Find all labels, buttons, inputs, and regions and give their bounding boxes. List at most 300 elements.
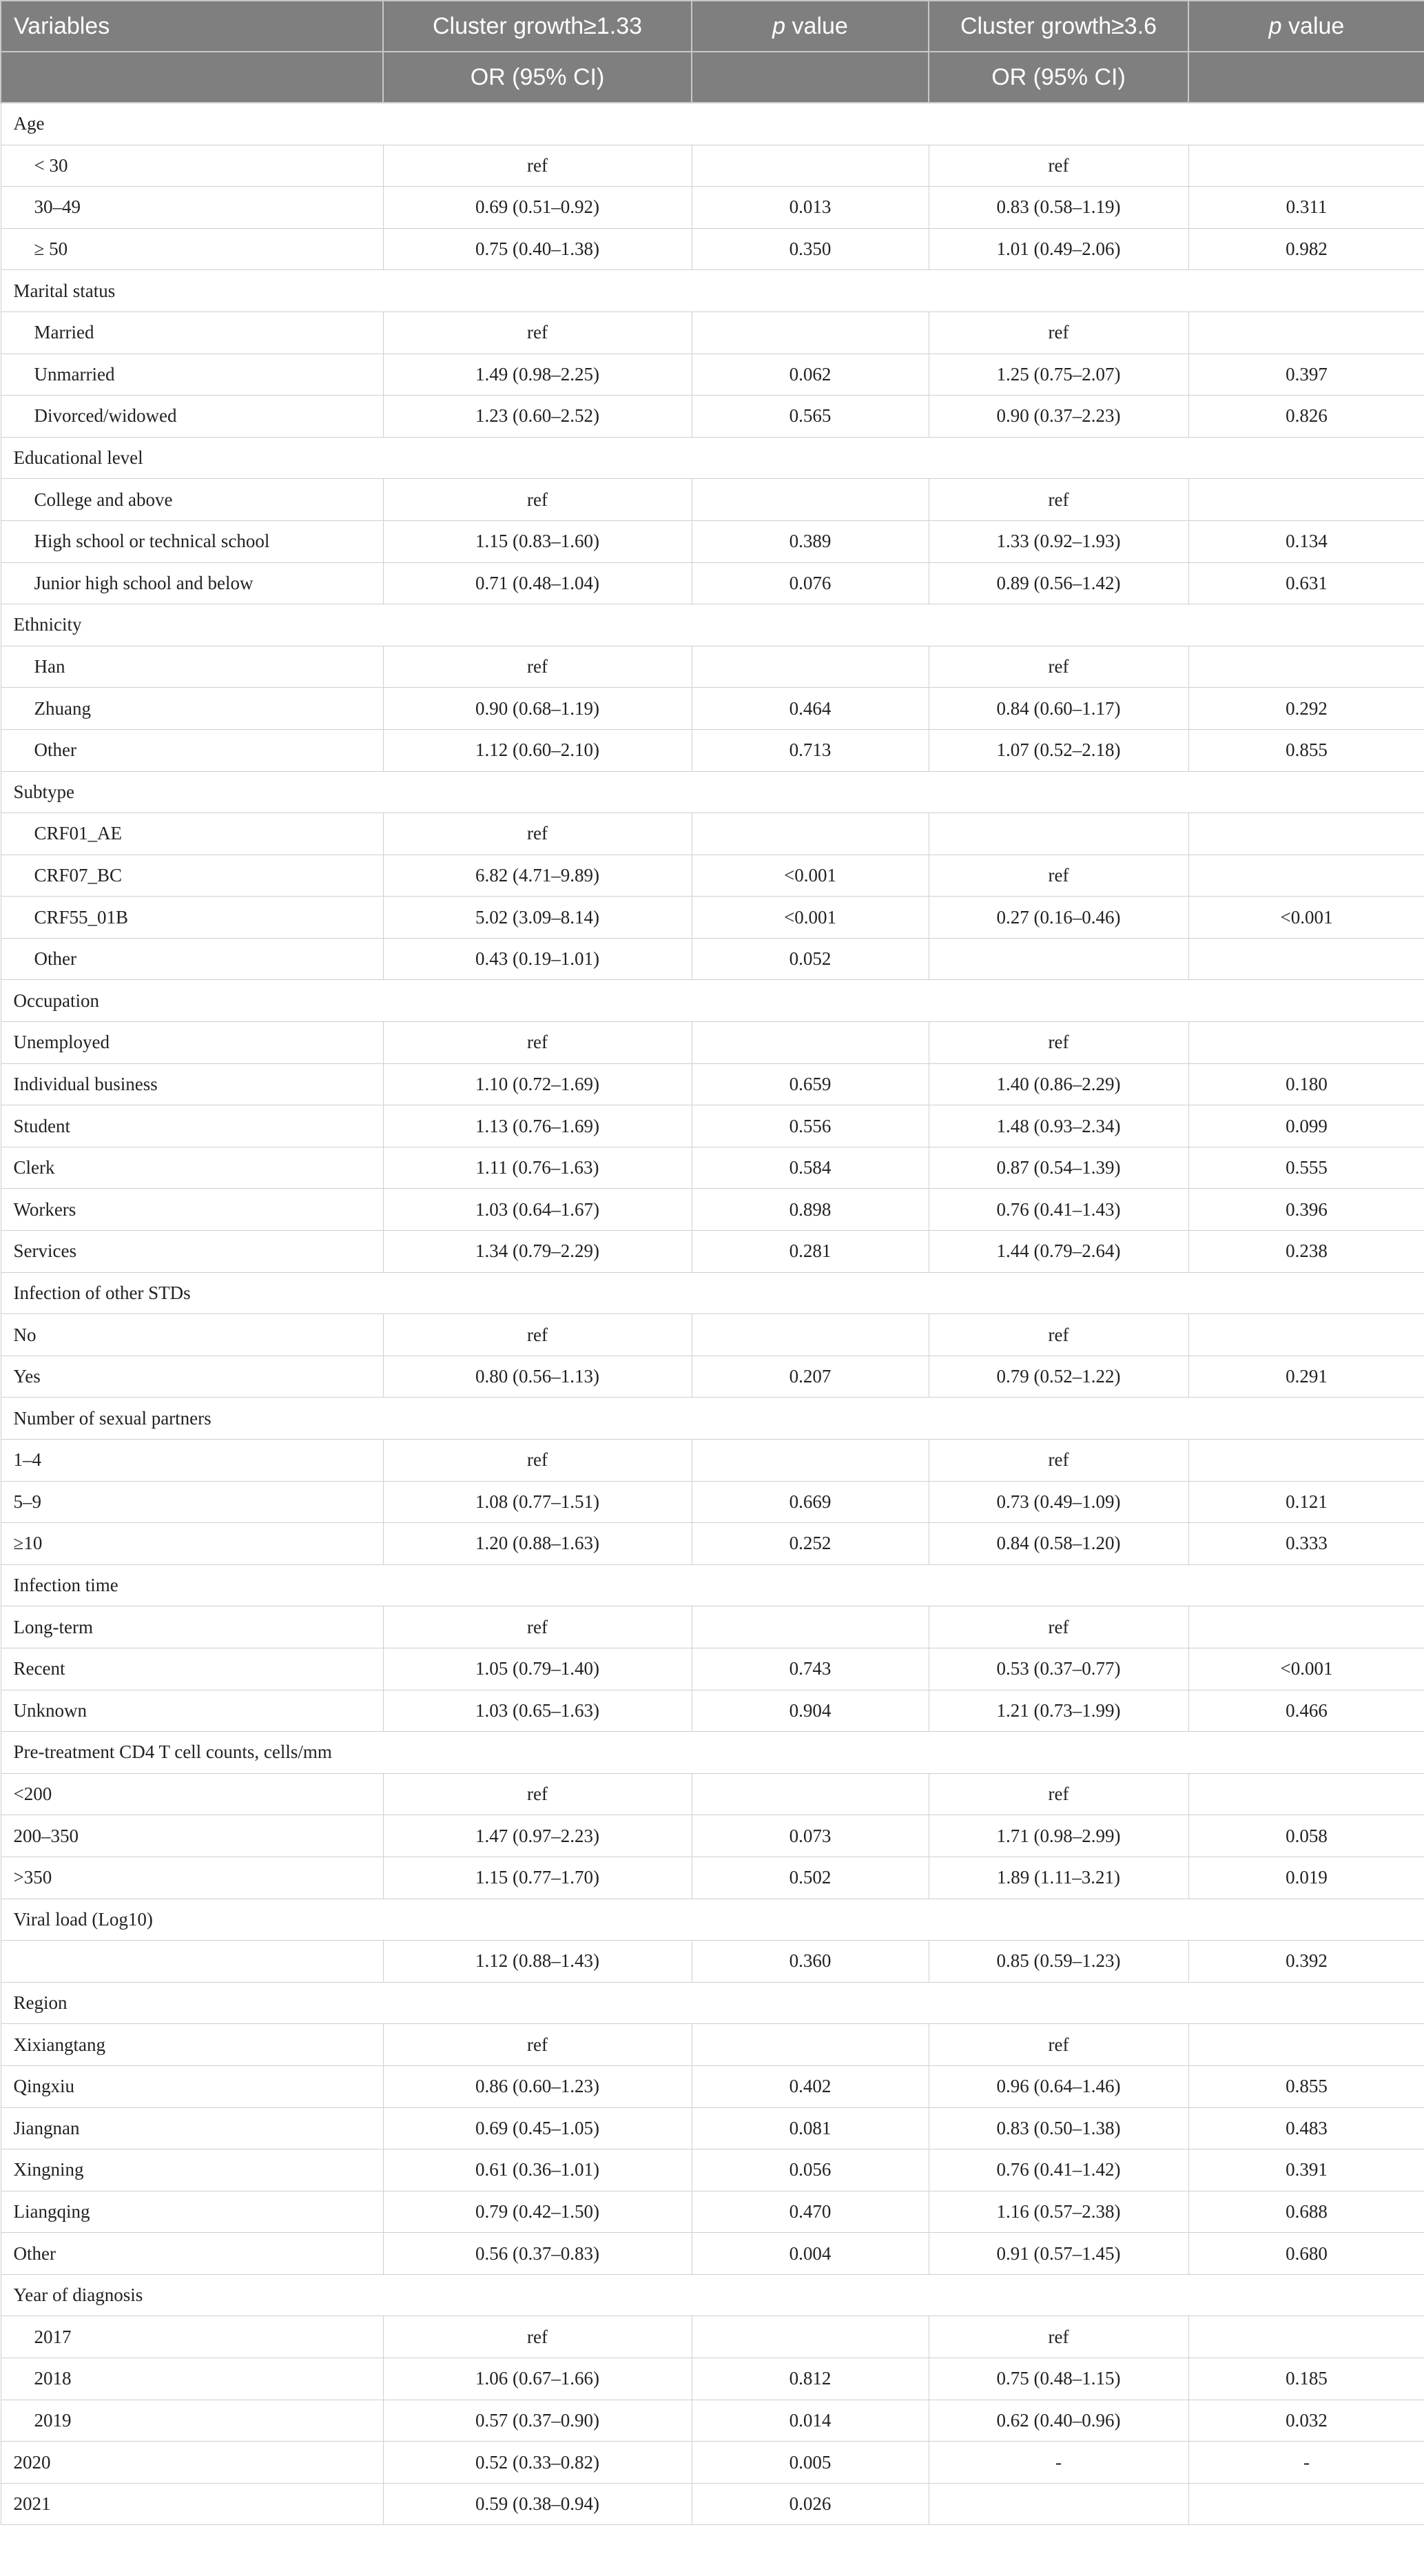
- or-ci-cell-1: 1.47 (0.97–2.23): [383, 1815, 692, 1857]
- or-ci-cell-2: 0.53 (0.37–0.77): [929, 1648, 1188, 1690]
- or-ci-cell-2: [929, 938, 1188, 980]
- or-ci-cell-1: 0.52 (0.33–0.82): [383, 2442, 692, 2484]
- variable-cell: High school or technical school: [1, 520, 383, 562]
- table-row: [1, 1314, 1424, 1356]
- variable-cell: Junior high school and below: [1, 562, 383, 604]
- table-row: [1, 938, 1424, 980]
- p-value-cell-1: 0.004: [692, 2233, 929, 2275]
- or-ci-cell-2: 0.84 (0.58–1.20): [929, 1523, 1188, 1565]
- variable-cell: ≥ 50: [1, 228, 383, 270]
- p-value-cell-2: 0.396: [1188, 1189, 1424, 1231]
- p-value-cell-2: [1188, 1022, 1424, 1064]
- table-row: [1, 1105, 1424, 1147]
- table-body: [1, 103, 1424, 2525]
- table-row: [1, 1815, 1424, 1857]
- variable-cell: Other: [1, 729, 383, 771]
- or-ci-cell-1: 1.13 (0.76–1.69): [383, 1105, 692, 1147]
- or-ci-cell-1: 1.23 (0.60–2.52): [383, 396, 692, 438]
- table-row: [1, 2065, 1424, 2107]
- or-ci-cell-1: 0.43 (0.19–1.01): [383, 938, 692, 980]
- p-value-cell-1: 0.081: [692, 2107, 929, 2149]
- p-value-cell-2: 0.311: [1188, 187, 1424, 229]
- p-value-cell-1: [692, 813, 929, 855]
- table-row: [1, 520, 1424, 562]
- or-ci-cell-2: ref: [929, 1314, 1188, 1356]
- or-ci-cell-2: ref: [929, 2316, 1188, 2358]
- or-ci-cell-1: ref: [383, 813, 692, 855]
- variable-cell: Other: [1, 938, 383, 980]
- table-row: [1, 1022, 1424, 1064]
- p-value-cell-2: 0.826: [1188, 396, 1424, 438]
- or-ci-cell-2: ref: [929, 1440, 1188, 1482]
- section-row: [1, 1732, 1424, 1774]
- or-ci-cell-2: 0.83 (0.50–1.38): [929, 2107, 1188, 2149]
- variable-cell: Han: [1, 646, 383, 688]
- p-value-cell-2: 0.032: [1188, 2400, 1424, 2442]
- p-value-cell-1: 0.669: [692, 1481, 929, 1523]
- section-row: [1, 1982, 1424, 2024]
- or-ci-cell-1: 1.20 (0.88–1.63): [383, 1523, 692, 1565]
- or-ci-cell-2: ref: [929, 855, 1188, 897]
- table-row: [1, 1523, 1424, 1565]
- or-ci-cell-2: -: [929, 2442, 1188, 2484]
- p-value-cell-1: [692, 145, 929, 187]
- table-row: [1, 562, 1424, 604]
- variable-cell: Other: [1, 2233, 383, 2275]
- p-value-cell-2: <0.001: [1188, 897, 1424, 939]
- variable-cell: Xingning: [1, 2149, 383, 2191]
- or-ci-cell-2: 1.48 (0.93–2.34): [929, 1105, 1188, 1147]
- or-ci-cell-1: 1.08 (0.77–1.51): [383, 1481, 692, 1523]
- section-row: [1, 604, 1424, 646]
- variable-cell: Student: [1, 1105, 383, 1147]
- variable-cell: Services: [1, 1231, 383, 1273]
- section-label: Region: [1, 1982, 1424, 2024]
- p-value-cell-2: 0.292: [1188, 688, 1424, 730]
- or-ci-cell-2: 1.21 (0.73–1.99): [929, 1690, 1188, 1732]
- p-value-cell-1: 0.360: [692, 1941, 929, 1983]
- table-row: [1, 1231, 1424, 1273]
- section-label: Educational level: [1, 437, 1424, 479]
- or-ci-cell-1: 0.59 (0.38–0.94): [383, 2483, 692, 2525]
- section-row: [1, 270, 1424, 312]
- section-label: Viral load (Log10): [1, 1899, 1424, 1941]
- or-ci-cell-1: 0.69 (0.51–0.92): [383, 187, 692, 229]
- table-row: [1, 729, 1424, 771]
- or-ci-cell-1: 0.56 (0.37–0.83): [383, 2233, 692, 2275]
- or-ci-cell-2: ref: [929, 1606, 1188, 1648]
- variable-cell: 2017: [1, 2316, 383, 2358]
- p-value-cell-1: 0.014: [692, 2400, 929, 2442]
- p-value-cell-1: 0.464: [692, 688, 929, 730]
- p-value-cell-2: -: [1188, 2442, 1424, 2484]
- p-value-cell-2: 0.180: [1188, 1063, 1424, 1105]
- section-row: [1, 1899, 1424, 1941]
- table-row: [1, 2233, 1424, 2275]
- or-ci-cell-2: [929, 813, 1188, 855]
- or-ci-cell-1: 0.57 (0.37–0.90): [383, 2400, 692, 2442]
- p-value-cell-1: 0.076: [692, 562, 929, 604]
- section-label: Age: [1, 103, 1424, 145]
- p-value-cell-2: [1188, 145, 1424, 187]
- p-value-cell-1: 0.389: [692, 520, 929, 562]
- p-value-cell-2: [1188, 1314, 1424, 1356]
- or-ci-cell-2: 0.76 (0.41–1.42): [929, 2149, 1188, 2191]
- or-ci-cell-1: 0.69 (0.45–1.05): [383, 2107, 692, 2149]
- table-row: [1, 2024, 1424, 2066]
- variable-cell: CRF55_01B: [1, 897, 383, 939]
- table-row: [1, 688, 1424, 730]
- p-value-cell-2: [1188, 646, 1424, 688]
- table-row: [1, 1690, 1424, 1732]
- variable-cell: Individual business: [1, 1063, 383, 1105]
- p-value-cell-1: <0.001: [692, 855, 929, 897]
- or-ci-cell-1: 1.12 (0.88–1.43): [383, 1941, 692, 1983]
- p-value-cell-2: 0.391: [1188, 2149, 1424, 2191]
- header-sub-empty: [1188, 52, 1424, 103]
- or-ci-cell-1: 1.49 (0.98–2.25): [383, 354, 692, 396]
- section-row: [1, 2274, 1424, 2316]
- header-p-value-2: p value: [1188, 1, 1424, 52]
- or-ci-cell-2: 1.40 (0.86–2.29): [929, 1063, 1188, 1105]
- p-value-cell-2: 0.680: [1188, 2233, 1424, 2275]
- or-ci-cell-2: 1.44 (0.79–2.64): [929, 1231, 1188, 1273]
- table-row: [1, 354, 1424, 396]
- or-ci-cell-1: 1.05 (0.79–1.40): [383, 1648, 692, 1690]
- or-ci-cell-2: 0.85 (0.59–1.23): [929, 1941, 1188, 1983]
- p-value-cell-2: 0.238: [1188, 1231, 1424, 1273]
- p-value-cell-2: 0.466: [1188, 1690, 1424, 1732]
- table-row: [1, 2442, 1424, 2484]
- or-ci-cell-1: 0.61 (0.36–1.01): [383, 2149, 692, 2191]
- or-ci-cell-2: 1.71 (0.98–2.99): [929, 1815, 1188, 1857]
- or-ci-cell-1: 1.03 (0.65–1.63): [383, 1690, 692, 1732]
- p-value-cell-1: 0.743: [692, 1648, 929, 1690]
- p-value-cell-2: [1188, 1440, 1424, 1482]
- p-value-cell-1: [692, 1440, 929, 1482]
- section-label: Infection of other STDs: [1, 1272, 1424, 1314]
- or-ci-cell-2: 0.87 (0.54–1.39): [929, 1147, 1188, 1189]
- variable-cell: Unmarried: [1, 354, 383, 396]
- variable-cell: College and above: [1, 479, 383, 521]
- variable-cell: <200: [1, 1773, 383, 1815]
- or-ci-cell-1: ref: [383, 1022, 692, 1064]
- variable-cell: 2019: [1, 2400, 383, 2442]
- or-ci-cell-2: ref: [929, 311, 1188, 354]
- variable-cell: Recent: [1, 1648, 383, 1690]
- p-value-cell-1: 0.565: [692, 396, 929, 438]
- p-value-cell-1: 0.252: [692, 1523, 929, 1565]
- p-value-cell-2: [1188, 1773, 1424, 1815]
- table-row: [1, 1773, 1424, 1815]
- p-value-cell-1: 0.584: [692, 1147, 929, 1189]
- or-ci-cell-2: ref: [929, 646, 1188, 688]
- p-value-cell-1: [692, 1773, 929, 1815]
- p-value-cell-2: 0.099: [1188, 1105, 1424, 1147]
- table-row: [1, 1356, 1424, 1398]
- or-ci-cell-1: 0.75 (0.40–1.38): [383, 228, 692, 270]
- or-ci-cell-2: ref: [929, 2024, 1188, 2066]
- p-value-cell-1: [692, 1606, 929, 1648]
- or-ci-cell-2: ref: [929, 479, 1188, 521]
- section-label: Year of diagnosis: [1, 2274, 1424, 2316]
- p-value-cell-1: 0.013: [692, 187, 929, 229]
- or-ci-cell-1: 1.06 (0.67–1.66): [383, 2358, 692, 2400]
- or-ci-cell-1: ref: [383, 311, 692, 354]
- or-ci-cell-1: 0.71 (0.48–1.04): [383, 562, 692, 604]
- p-value-cell-1: [692, 1022, 929, 1064]
- or-ci-cell-2: 0.96 (0.64–1.46): [929, 2065, 1188, 2107]
- or-ci-cell-1: 0.80 (0.56–1.13): [383, 1356, 692, 1398]
- table-header: [1, 1, 1424, 103]
- or-ci-cell-2: 0.62 (0.40–0.96): [929, 2400, 1188, 2442]
- p-value-cell-2: [1188, 311, 1424, 354]
- table-row: [1, 897, 1424, 939]
- or-ci-cell-2: 0.84 (0.60–1.17): [929, 688, 1188, 730]
- table-row: [1, 2107, 1424, 2149]
- p-value-cell-2: 0.392: [1188, 1941, 1424, 1983]
- or-ci-cell-1: ref: [383, 479, 692, 521]
- table-row: [1, 1189, 1424, 1231]
- or-ci-cell-2: 0.90 (0.37–2.23): [929, 396, 1188, 438]
- p-value-cell-1: [692, 1314, 929, 1356]
- variable-cell: Married: [1, 311, 383, 354]
- or-ci-cell-1: 1.11 (0.76–1.63): [383, 1147, 692, 1189]
- variable-cell: Unknown: [1, 1690, 383, 1732]
- variable-cell: Long-term: [1, 1606, 383, 1648]
- or-ci-cell-2: 0.89 (0.56–1.42): [929, 562, 1188, 604]
- p-value-cell-2: [1188, 479, 1424, 521]
- table-row: [1, 187, 1424, 229]
- section-label: Marital status: [1, 270, 1424, 312]
- p-value-cell-1: [692, 646, 929, 688]
- p-value-cell-2: [1188, 2483, 1424, 2525]
- or-ci-cell-2: 0.27 (0.16–0.46): [929, 897, 1188, 939]
- or-ci-cell-1: 1.15 (0.83–1.60): [383, 520, 692, 562]
- or-ci-cell-2: 1.33 (0.92–1.93): [929, 520, 1188, 562]
- table-row: [1, 396, 1424, 438]
- or-ci-cell-2: 0.83 (0.58–1.19): [929, 187, 1188, 229]
- or-ci-cell-2: 0.75 (0.48–1.15): [929, 2358, 1188, 2400]
- variable-cell: Clerk: [1, 1147, 383, 1189]
- table-row: [1, 2316, 1424, 2358]
- p-value-cell-1: 0.056: [692, 2149, 929, 2191]
- section-row: [1, 1564, 1424, 1606]
- p-value-cell-2: <0.001: [1188, 1648, 1424, 1690]
- p-value-cell-1: 0.350: [692, 228, 929, 270]
- section-row: [1, 1398, 1424, 1440]
- variable-cell: Qingxiu: [1, 2065, 383, 2107]
- variable-cell: 200–350: [1, 1815, 383, 1857]
- p-value-cell-2: 0.855: [1188, 729, 1424, 771]
- section-label: Infection time: [1, 1564, 1424, 1606]
- header-row-1: [1, 1, 1424, 52]
- section-label: Ethnicity: [1, 604, 1424, 646]
- p-value-cell-2: 0.185: [1188, 2358, 1424, 2400]
- table-row: [1, 2400, 1424, 2442]
- or-ci-cell-1: 1.15 (0.77–1.70): [383, 1857, 692, 1899]
- p-value-cell-2: 0.121: [1188, 1481, 1424, 1523]
- header-row-2: [1, 52, 1424, 103]
- header-p-value-1: p value: [692, 1, 929, 52]
- or-ci-cell-2: 1.01 (0.49–2.06): [929, 228, 1188, 270]
- p-value-cell-2: 0.631: [1188, 562, 1424, 604]
- p-value-cell-2: 0.397: [1188, 354, 1424, 396]
- variable-cell: Jiangnan: [1, 2107, 383, 2149]
- or-ci-cell-1: 1.03 (0.64–1.67): [383, 1189, 692, 1231]
- or-ci-cell-2: 0.79 (0.52–1.22): [929, 1356, 1188, 1398]
- p-value-cell-2: 0.333: [1188, 1523, 1424, 1565]
- p-value-cell-2: 0.555: [1188, 1147, 1424, 1189]
- or-ci-cell-1: 1.12 (0.60–2.10): [383, 729, 692, 771]
- or-ci-cell-1: ref: [383, 1606, 692, 1648]
- table-row: [1, 1606, 1424, 1648]
- p-value-cell-1: 0.402: [692, 2065, 929, 2107]
- p-value-cell-2: 0.058: [1188, 1815, 1424, 1857]
- table-row: [1, 2358, 1424, 2400]
- table-row: [1, 1648, 1424, 1690]
- or-ci-cell-1: ref: [383, 2316, 692, 2358]
- p-value-cell-1: 0.026: [692, 2483, 929, 2525]
- p-value-cell-1: [692, 311, 929, 354]
- p-value-cell-2: 0.855: [1188, 2065, 1424, 2107]
- variable-cell: CRF01_AE: [1, 813, 383, 855]
- p-value-cell-2: [1188, 1606, 1424, 1648]
- or-ci-cell-2: 1.07 (0.52–2.18): [929, 729, 1188, 771]
- or-ci-cell-1: 5.02 (3.09–8.14): [383, 897, 692, 939]
- or-ci-cell-1: 0.86 (0.60–1.23): [383, 2065, 692, 2107]
- variable-cell: ≥10: [1, 1523, 383, 1565]
- table-row: [1, 311, 1424, 354]
- table-row: [1, 646, 1424, 688]
- p-value-cell-1: <0.001: [692, 897, 929, 939]
- or-ci-cell-1: ref: [383, 1314, 692, 1356]
- p-value-cell-1: [692, 2024, 929, 2066]
- table-row: [1, 2149, 1424, 2191]
- section-label: Occupation: [1, 980, 1424, 1022]
- or-ci-cell-2: 1.89 (1.11–3.21): [929, 1857, 1188, 1899]
- table-row: [1, 1857, 1424, 1899]
- table-row: [1, 228, 1424, 270]
- variable-cell: >350: [1, 1857, 383, 1899]
- variable-cell: 2018: [1, 2358, 383, 2400]
- table-row: [1, 1481, 1424, 1523]
- p-value-cell-1: 0.207: [692, 1356, 929, 1398]
- table-row: [1, 2191, 1424, 2233]
- p-value-cell-2: 0.688: [1188, 2191, 1424, 2233]
- p-value-cell-1: 0.470: [692, 2191, 929, 2233]
- p-value-cell-1: 0.005: [692, 2442, 929, 2484]
- or-ci-cell-2: ref: [929, 145, 1188, 187]
- table-row: [1, 1440, 1424, 1482]
- section-row: [1, 1272, 1424, 1314]
- table-row: [1, 479, 1424, 521]
- p-value-cell-1: 0.713: [692, 729, 929, 771]
- or-ci-cell-2: ref: [929, 1773, 1188, 1815]
- p-value-cell-2: 0.291: [1188, 1356, 1424, 1398]
- or-ci-cell-2: [929, 2483, 1188, 2525]
- section-row: [1, 103, 1424, 145]
- table-row: [1, 2483, 1424, 2525]
- p-value-cell-1: 0.073: [692, 1815, 929, 1857]
- or-ci-cell-1: 1.34 (0.79–2.29): [383, 1231, 692, 1273]
- section-label: Subtype: [1, 771, 1424, 813]
- p-value-cell-2: [1188, 813, 1424, 855]
- p-value-cell-1: 0.898: [692, 1189, 929, 1231]
- header-or-ci-2: OR (95% CI): [929, 52, 1188, 103]
- or-ci-cell-2: 1.25 (0.75–2.07): [929, 354, 1188, 396]
- or-ci-cell-1: 0.90 (0.68–1.19): [383, 688, 692, 730]
- variable-cell: 2020: [1, 2442, 383, 2484]
- or-ci-cell-2: 1.16 (0.57–2.38): [929, 2191, 1188, 2233]
- or-ci-cell-1: 1.10 (0.72–1.69): [383, 1063, 692, 1105]
- variable-cell: [1, 1941, 383, 1983]
- variable-cell: Unemployed: [1, 1022, 383, 1064]
- p-value-cell-1: 0.281: [692, 1231, 929, 1273]
- variable-cell: Yes: [1, 1356, 383, 1398]
- or-ci-cell-1: ref: [383, 646, 692, 688]
- header-cluster-growth-1: Cluster growth≥1.33: [383, 1, 692, 52]
- variable-cell: No: [1, 1314, 383, 1356]
- or-ci-cell-2: 0.73 (0.49–1.09): [929, 1481, 1188, 1523]
- variable-cell: 30–49: [1, 187, 383, 229]
- or-ci-cell-2: ref: [929, 1022, 1188, 1064]
- or-ci-cell-2: 0.76 (0.41–1.43): [929, 1189, 1188, 1231]
- p-value-cell-1: 0.812: [692, 2358, 929, 2400]
- p-value-cell-2: 0.982: [1188, 228, 1424, 270]
- variable-cell: Liangqing: [1, 2191, 383, 2233]
- p-value-cell-2: [1188, 938, 1424, 980]
- p-value-cell-1: 0.062: [692, 354, 929, 396]
- p-value-cell-2: 0.483: [1188, 2107, 1424, 2149]
- p-value-cell-1: [692, 2316, 929, 2358]
- table-row: [1, 1941, 1424, 1983]
- variable-cell: Xixiangtang: [1, 2024, 383, 2066]
- variable-cell: Zhuang: [1, 688, 383, 730]
- table-row: [1, 1147, 1424, 1189]
- section-row: [1, 437, 1424, 479]
- variable-cell: CRF07_BC: [1, 855, 383, 897]
- variable-cell: 2021: [1, 2483, 383, 2525]
- p-value-cell-1: 0.659: [692, 1063, 929, 1105]
- section-row: [1, 980, 1424, 1022]
- variable-cell: 5–9: [1, 1481, 383, 1523]
- header-sub-empty: [1, 52, 383, 103]
- p-value-cell-1: [692, 479, 929, 521]
- table-row: [1, 145, 1424, 187]
- p-value-cell-2: 0.019: [1188, 1857, 1424, 1899]
- or-ci-cell-1: ref: [383, 145, 692, 187]
- header-sub-empty: [692, 52, 929, 103]
- table-row: [1, 855, 1424, 897]
- table-row: [1, 813, 1424, 855]
- section-row: [1, 771, 1424, 813]
- variable-cell: 1–4: [1, 1440, 383, 1482]
- section-label: Number of sexual partners: [1, 1398, 1424, 1440]
- or-ci-cell-1: 0.79 (0.42–1.50): [383, 2191, 692, 2233]
- or-ci-cell-1: ref: [383, 1773, 692, 1815]
- p-value-cell-2: [1188, 2024, 1424, 2066]
- variable-cell: Divorced/widowed: [1, 396, 383, 438]
- p-value-cell-1: 0.904: [692, 1690, 929, 1732]
- header-or-ci-1: OR (95% CI): [383, 52, 692, 103]
- p-value-cell-2: [1188, 855, 1424, 897]
- section-label: Pre-treatment CD4 T cell counts, cells/mm: [1, 1732, 1424, 1774]
- table-row: [1, 1063, 1424, 1105]
- p-value-cell-1: 0.052: [692, 938, 929, 980]
- or-ci-cell-2: 0.91 (0.57–1.45): [929, 2233, 1188, 2275]
- or-ci-cell-1: ref: [383, 1440, 692, 1482]
